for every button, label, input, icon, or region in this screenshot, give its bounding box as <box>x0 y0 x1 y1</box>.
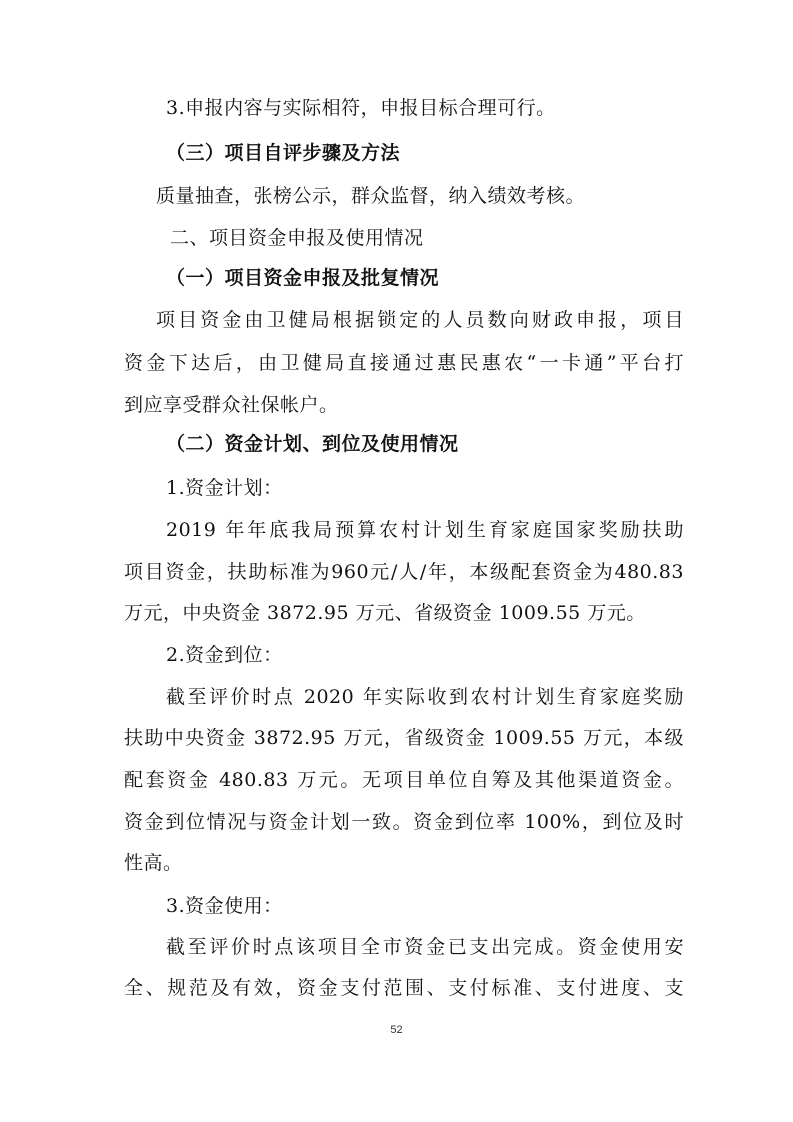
paragraph-line: 到应享受群众社保帐户。 <box>124 394 339 416</box>
section-heading: （二）资金计划、到位及使用情况 <box>166 433 459 455</box>
section-heading: （三）项目自评步骤及方法 <box>166 142 401 164</box>
subsection-label: 1.资金计划： <box>166 477 283 499</box>
paragraph-line: 项目资金由卫健局根据锁定的人员数向财政申报，项目 <box>156 309 684 331</box>
section-heading: （一）项目资金申报及批复情况 <box>166 267 440 289</box>
paragraph-line: 全、规范及有效，资金支付范围、支付标准、支付进度、支 <box>124 977 684 999</box>
paragraph-line: 质量抽查，张榜公示，群众监督，纳入绩效考核。 <box>156 185 586 207</box>
paragraph-line: 配套资金 480.83 万元。无项目单位自筹及其他渠道资金。 <box>124 769 684 791</box>
paragraph-line: 2019 年年底我局预算农村计划生育家庭国家奖励扶助 <box>166 519 684 541</box>
subsection-label: 2.资金到位： <box>166 644 283 666</box>
paragraph-line: 3.申报内容与实际相符，申报目标合理可行。 <box>166 97 556 119</box>
subsection-label: 3.资金使用： <box>166 895 283 917</box>
paragraph-line: 项目资金，扶助标准为960元/人/年，本级配套资金为480.83 <box>124 561 684 583</box>
page-number: 52 <box>390 1024 403 1036</box>
paragraph-line: 资金下达后，由卫健局直接通过惠民惠农“一卡通”平台打 <box>124 352 684 374</box>
paragraph-line: 万元，中央资金 3872.95 万元、省级资金 1009.55 万元。 <box>124 602 646 624</box>
chapter-heading: 二、项目资金申报及使用情况 <box>170 227 424 249</box>
paragraph-line: 扶助中央资金 3872.95 万元，省级资金 1009.55 万元，本级 <box>124 727 684 749</box>
paragraph-line: 截至评价时点 2020 年实际收到农村计划生育家庭奖励 <box>166 686 684 708</box>
paragraph-line: 资金到位情况与资金计划一致。资金到位率 100%，到位及时 <box>124 811 684 833</box>
paragraph-line: 截至评价时点该项目全市资金已支出完成。资金使用安 <box>166 936 684 958</box>
paragraph-line: 性高。 <box>124 852 183 874</box>
